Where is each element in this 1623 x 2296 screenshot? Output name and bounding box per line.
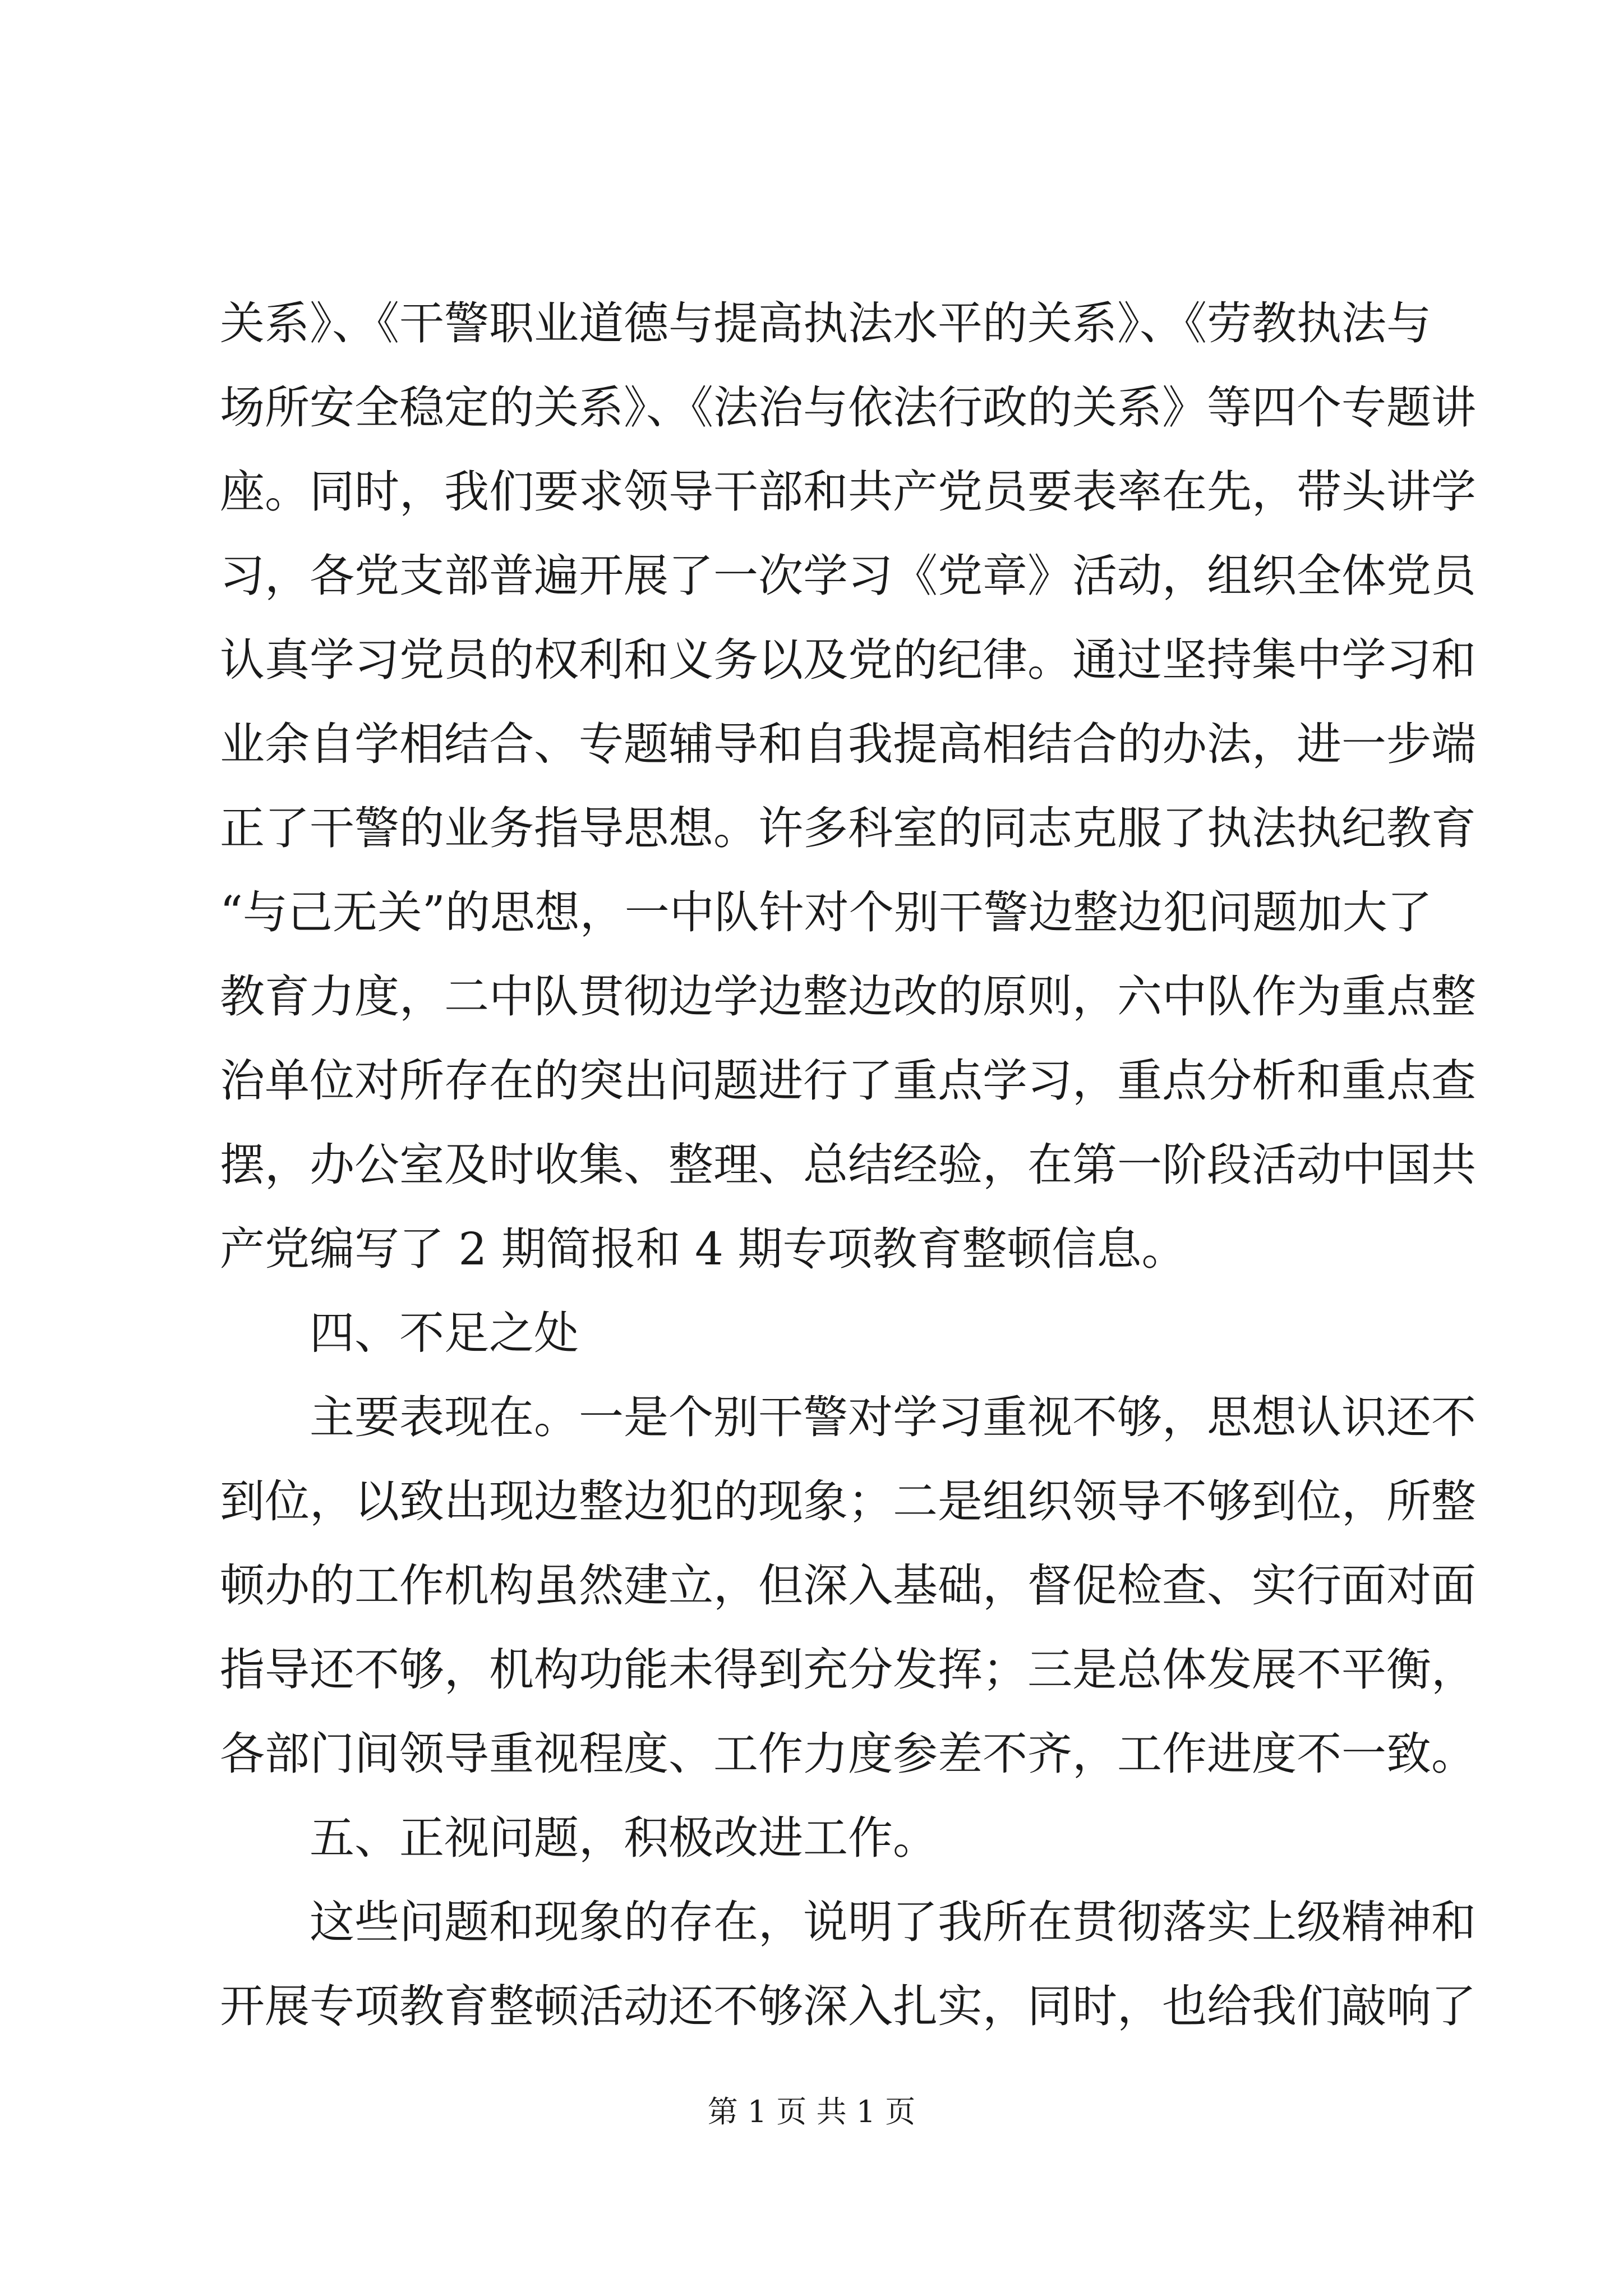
page-footer: 第 1 页 共 1 页 <box>707 2094 916 2129</box>
section-heading: 四、不足之处 <box>310 1307 579 1359</box>
paragraph-line: 摆，办公室及时收集、整理、总结经验，在第一阶段活动中国共 <box>220 1139 1476 1191</box>
paragraph-line: 座。同时，我们要求领导干部和共产党员要表率在先，带头讲学 <box>220 466 1476 518</box>
paragraph-line: 认真学习党员的权利和义务以及党的纪律。通过坚持集中学习和 <box>220 634 1476 686</box>
paragraph-line: 教育力度，二中队贯彻边学边整边改的原则，六中队作为重点整 <box>220 970 1476 1023</box>
paragraph-line: 到位，以致出现边整边犯的现象；二是组织领导不够到位，所整 <box>220 1475 1476 1527</box>
paragraph-line: 业余自学相结合、专题辅导和自我提高相结合的办法，进一步端 <box>220 718 1476 770</box>
paragraph-line: 关系》、《干警职业道德与提高执法水平的关系》、《劳教执法与 <box>220 297 1431 349</box>
paragraph-line: 正了干警的业务指导思想。许多科室的同志克服了执法执纪教育 <box>220 802 1476 854</box>
paragraph-line: 顿办的工作机构虽然建立，但深入基础，督促检查、实行面对面 <box>220 1559 1476 1612</box>
paragraph-line: “与己无关”的思想，一中队针对个别干警边整边犯问题加大了 <box>220 886 1432 938</box>
paragraph-line: 产党编写了 2 期简报和 4 期专项教育整顿信息。 <box>220 1223 1187 1275</box>
paragraph-line: 习，各党支部普遍开展了一次学习《党章》活动，组织全体党员 <box>220 550 1476 602</box>
paragraph-line: 这些问题和现象的存在，说明了我所在贯彻落实上级精神和 <box>310 1896 1476 1948</box>
paragraph-line: 主要表现在。一是个别干警对学习重视不够，思想认识还不 <box>310 1391 1476 1443</box>
paragraph-line: 治单位对所存在的突出问题进行了重点学习，重点分析和重点查 <box>220 1055 1476 1107</box>
paragraph-line: 指导还不够，机构功能未得到充分发挥；三是总体发展不平衡， <box>220 1644 1476 1696</box>
paragraph-line: 各部门间领导重视程度、工作力度参差不齐，工作进度不一致。 <box>220 1728 1476 1780</box>
paragraph-line: 场所安全稳定的关系》、《法治与依法行政的关系》等四个专题讲 <box>220 381 1476 434</box>
section-heading: 五、正视问题，积极改进工作。 <box>310 1812 938 1864</box>
paragraph-line: 开展专项教育整顿活动还不够深入扎实，同时，也给我们敲响了 <box>220 1980 1476 2032</box>
